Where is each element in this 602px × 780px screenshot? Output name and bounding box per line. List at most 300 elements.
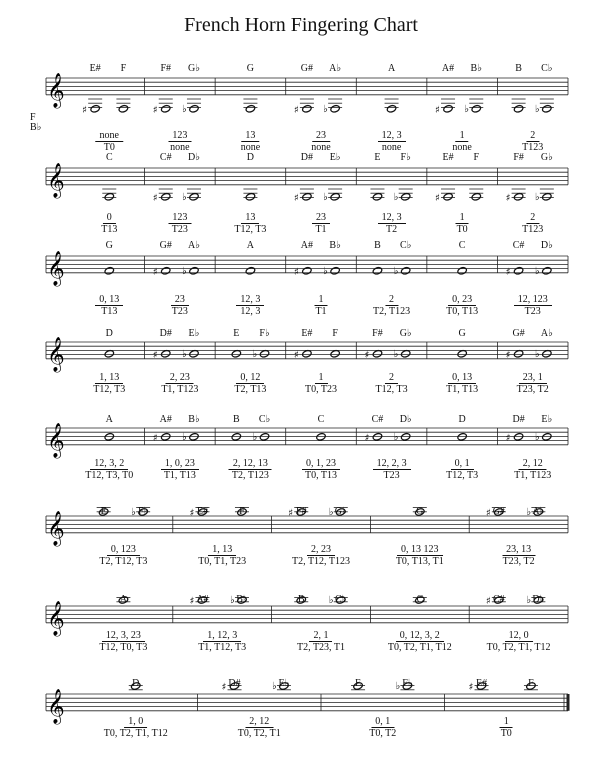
bb-horn-label: B♭ — [30, 122, 42, 133]
bb-horn-fingering: T0, T2, T1, T12 — [387, 642, 452, 653]
f-horn-fingering: 2 — [526, 130, 539, 142]
fingering — [446, 372, 478, 395]
f-horn-fingering: 23 — [312, 130, 330, 142]
whole-note — [189, 104, 200, 113]
fingering — [373, 458, 411, 481]
note-name: E# — [89, 63, 101, 74]
flat-icon: ♭ — [526, 507, 532, 518]
whole-note — [189, 192, 200, 201]
fingering — [315, 294, 328, 317]
bb-horn-fingering: T12, T3 — [375, 384, 408, 395]
fingering — [311, 130, 330, 153]
bb-horn-fingering: T2, T12, T3 — [99, 556, 148, 567]
bb-horn-fingering: T123 — [522, 224, 544, 235]
treble-clef-icon: 𝄞 — [47, 600, 65, 636]
bb-horn-fingering: T2 — [386, 224, 398, 235]
flat-icon: ♭ — [393, 431, 399, 443]
staff-row — [46, 251, 568, 287]
sharp-icon: ♯ — [152, 192, 158, 204]
bb-horn-fingering: none — [311, 142, 331, 153]
sharp-icon: ♯ — [293, 349, 299, 361]
note-name: G# — [492, 506, 505, 517]
f-horn-fingering: 0, 1 — [371, 716, 394, 728]
f-horn-fingering: 12, 3 — [378, 130, 406, 142]
whole-note — [118, 104, 129, 113]
bb-horn-fingering: T1 — [315, 224, 327, 235]
note-name: C♭ — [258, 414, 271, 425]
note-name: D♭ — [532, 594, 545, 605]
note-name: F# — [372, 328, 383, 339]
sharp-icon: ♯ — [293, 192, 299, 204]
fingering — [104, 716, 168, 739]
flat-icon: ♭ — [534, 431, 540, 443]
whole-note — [245, 104, 256, 113]
whole-note — [90, 104, 101, 113]
f-horn-fingering: 0, 1 — [451, 458, 474, 470]
note-name: C — [317, 414, 325, 425]
flat-icon: ♭ — [131, 507, 136, 518]
whole-note — [443, 104, 454, 113]
bb-horn-fingering: none — [240, 142, 261, 153]
bb-horn-fingering: T12, T3 — [93, 384, 126, 395]
note-name: G♭ — [540, 152, 553, 163]
bb-horn-fingering: T2, T123 — [373, 306, 411, 317]
f-horn-fingering: 0 — [103, 212, 116, 224]
f-horn-fingering: 12, 3, 23 — [102, 630, 145, 642]
fingering — [161, 458, 199, 481]
f-horn-fingering: 12, 2, 3 — [373, 458, 411, 470]
note-name: D — [458, 414, 466, 425]
whole-note — [245, 192, 256, 201]
f-horn-fingering: 123 — [168, 212, 191, 224]
bb-horn-fingering: T0, T23 — [304, 384, 338, 395]
f-horn-fingering: 0, 12, 3, 2 — [396, 630, 444, 642]
flat-icon: ♭ — [323, 265, 328, 277]
note-name: A — [119, 594, 128, 605]
fingering — [93, 372, 125, 395]
bb-horn-fingering: none — [170, 142, 190, 153]
f-horn-fingering: 1 — [314, 372, 327, 384]
note-name: A# — [441, 63, 455, 74]
fingering — [378, 212, 406, 235]
fingering — [229, 458, 272, 481]
note-name: E♭ — [278, 678, 290, 689]
f-horn-fingering: 2 — [385, 372, 398, 384]
note-name: E# — [196, 506, 208, 517]
sharp-icon: ♯ — [505, 432, 511, 444]
note-name: E# — [442, 152, 454, 163]
sharp-icon: ♯ — [189, 508, 195, 519]
sharp-icon: ♯ — [435, 192, 440, 204]
bb-horn-fingering: none — [452, 142, 472, 153]
note-name: E — [233, 328, 240, 339]
fingering — [99, 544, 147, 567]
f-horn-fingering: 0, 23 — [448, 294, 476, 306]
flat-icon: ♭ — [464, 103, 469, 115]
treble-clef-icon: 𝄞 — [47, 162, 65, 198]
fingering — [297, 630, 345, 653]
bb-horn-fingering: 12, 3 — [240, 306, 261, 317]
f-horn-fingering: 1 — [456, 130, 469, 142]
flat-icon: ♭ — [181, 265, 187, 277]
note-name: G — [458, 328, 466, 339]
flat-icon: ♭ — [271, 681, 277, 692]
note-name: F — [120, 63, 127, 74]
f-horn-fingering: 13 — [241, 212, 259, 224]
fingering — [396, 544, 444, 567]
note-name: B♭ — [188, 414, 200, 425]
flat-icon: ♭ — [252, 348, 258, 360]
fingering — [171, 294, 189, 317]
note-name: F — [239, 506, 245, 517]
sharp-icon: ♯ — [364, 432, 370, 444]
note-name: D# — [159, 328, 172, 339]
sharp-icon: ♯ — [221, 682, 227, 693]
flat-icon: ♭ — [395, 681, 401, 692]
note-name: F — [528, 678, 534, 689]
fingering — [234, 372, 266, 395]
note-name: C — [458, 240, 466, 251]
fingering — [369, 716, 396, 739]
whole-note — [457, 266, 468, 275]
fingering — [198, 544, 246, 567]
fingering — [487, 630, 551, 653]
whole-note — [302, 192, 313, 201]
bb-horn-fingering: T1, T13 — [163, 470, 196, 481]
note-name: A — [246, 240, 255, 251]
fingering — [101, 212, 117, 235]
note-name: C♭ — [399, 240, 412, 251]
note-name: G — [105, 240, 113, 251]
bb-horn-fingering: T23, T2 — [502, 556, 535, 567]
fingering — [388, 630, 452, 653]
note-name: C — [105, 152, 113, 163]
flat-icon: ♭ — [229, 595, 235, 606]
f-horn-fingering: 23, 1 — [519, 372, 547, 384]
f-horn-fingering: 1, 0 — [124, 716, 147, 728]
f-horn-fingering: 2 — [526, 212, 539, 224]
fingering — [514, 458, 551, 481]
f-horn-fingering: 2, 12 — [245, 716, 273, 728]
note-name: C# — [159, 152, 172, 163]
note-name: A# — [196, 594, 209, 605]
note-name: F♭ — [402, 678, 413, 689]
f-horn-fingering: 12, 0 — [505, 630, 533, 642]
note-name: F♭ — [259, 328, 270, 339]
note-name: D# — [512, 414, 525, 425]
sharp-icon: ♯ — [468, 682, 474, 693]
f-horn-fingering: 2 — [385, 294, 398, 306]
f-horn-fingering: 12, 3 — [236, 294, 264, 306]
bb-horn-fingering: T1, T123 — [161, 384, 199, 395]
whole-note — [330, 266, 341, 275]
treble-clef-icon: 𝄞 — [47, 72, 65, 108]
bb-horn-fingering: T12, T3 — [234, 224, 267, 235]
f-horn-fingering: 2, 12, 13 — [229, 458, 272, 470]
f-horn-fingering: 1, 12, 3 — [203, 630, 241, 642]
whole-note — [513, 266, 524, 275]
flat-icon: ♭ — [393, 191, 399, 203]
sharp-icon: ♯ — [505, 192, 511, 204]
note-name: B♭ — [329, 240, 341, 251]
fingering — [241, 130, 260, 153]
fingering — [376, 372, 408, 395]
bb-horn-fingering: T23 — [171, 306, 188, 317]
fingering — [305, 372, 337, 395]
whole-note — [471, 192, 482, 201]
treble-clef-icon: 𝄞 — [47, 422, 65, 458]
fingering — [99, 630, 147, 653]
sharp-icon: ♯ — [505, 349, 511, 361]
bb-horn-fingering: T13 — [101, 224, 118, 235]
whole-note — [513, 192, 524, 201]
note-name: E# — [301, 328, 313, 339]
note-name: E♭ — [329, 152, 341, 163]
f-horn-fingering: 1 — [500, 716, 513, 728]
f-horn-fingering: none — [96, 130, 123, 142]
f-horn-fingering: 1, 0, 23 — [161, 458, 199, 470]
note-name: E — [100, 506, 107, 517]
note-name: D — [246, 152, 255, 163]
staff-row — [46, 337, 568, 373]
note-name: A♭ — [540, 328, 553, 339]
fingering — [500, 716, 513, 739]
staff-row — [46, 73, 568, 116]
sharp-icon: ♯ — [293, 266, 299, 278]
whole-note — [471, 104, 482, 113]
treble-clef-icon: 𝄞 — [47, 688, 65, 724]
bb-horn-fingering: T2, T13 — [234, 384, 267, 395]
note-name: B♭ — [470, 63, 482, 74]
f-horn-fingering: 0, 13 — [448, 372, 476, 384]
flat-icon: ♭ — [181, 431, 187, 443]
flat-icon: ♭ — [181, 103, 187, 115]
note-name: C♭ — [335, 594, 347, 605]
sharp-icon: ♯ — [288, 508, 294, 519]
fingering — [95, 294, 123, 317]
fingering — [517, 372, 549, 395]
fingering — [238, 716, 281, 739]
note-name: F# — [513, 152, 524, 163]
note-name: A♭ — [187, 240, 200, 251]
fingering — [522, 212, 543, 235]
bb-horn-fingering: T13 — [101, 306, 118, 317]
note-name: C♭ — [541, 63, 553, 74]
f-horn-fingering: 13 — [241, 130, 259, 142]
fingering — [446, 458, 478, 481]
treble-clef-icon: 𝄞 — [47, 250, 65, 286]
note-name: G — [246, 63, 255, 74]
whole-note — [330, 192, 341, 201]
whole-note — [160, 192, 171, 201]
fingering — [292, 544, 350, 567]
f-horn-fingering: 0, 13 — [95, 294, 123, 306]
note-name: B♭ — [236, 594, 248, 605]
bb-horn-fingering: T23, T2 — [516, 384, 549, 395]
bb-horn-fingering: none — [381, 142, 402, 153]
note-name: F# — [160, 63, 172, 74]
note-name: G# — [159, 240, 172, 251]
bb-horn-fingering: T1, T13 — [446, 384, 479, 395]
sharp-icon: ♯ — [364, 349, 370, 361]
sharp-icon: ♯ — [189, 596, 195, 607]
fingering — [236, 294, 264, 317]
fingering — [452, 130, 471, 153]
treble-clef-icon: 𝄞 — [47, 510, 65, 546]
note-name: D# — [300, 152, 313, 163]
whole-note — [160, 104, 171, 113]
f-horn-fingering: 1, 13 — [95, 372, 123, 384]
bb-horn-fingering: T0, T13 — [304, 470, 338, 481]
bb-horn-fingering: T2, T123 — [231, 470, 269, 481]
staff-row — [46, 507, 568, 547]
note-name: F — [473, 152, 480, 163]
flat-icon: ♭ — [534, 191, 540, 203]
note-name: D — [105, 328, 113, 339]
bb-horn-fingering: T23 — [171, 224, 188, 235]
bb-horn-fingering: T1, T123 — [514, 470, 552, 481]
whole-note — [513, 104, 524, 113]
fingering — [161, 372, 198, 395]
fingering — [85, 458, 133, 481]
fingering — [446, 294, 478, 317]
f-horn-fingering: 1 — [456, 212, 469, 224]
note-name: C — [416, 594, 424, 605]
flat-icon: ♭ — [393, 265, 399, 277]
note-name: D♭ — [399, 414, 412, 425]
note-name: C# — [371, 414, 384, 425]
note-name: E — [354, 678, 362, 689]
flat-icon: ♭ — [534, 265, 540, 277]
bb-horn-fingering: T0, T13 — [446, 306, 479, 317]
note-name: C# — [512, 240, 525, 251]
whole-note — [400, 192, 411, 201]
f-horn-fingering: 123 — [168, 130, 191, 142]
whole-note — [189, 266, 200, 275]
note-name: A — [105, 414, 113, 425]
whole-note — [160, 266, 171, 275]
whole-note — [542, 266, 553, 275]
flat-icon: ♭ — [181, 348, 187, 360]
whole-note — [245, 266, 256, 275]
f-horn-fingering: 0, 12 — [236, 372, 264, 384]
sharp-icon: ♯ — [82, 104, 88, 116]
note-name: G# — [300, 63, 313, 74]
note-name: A — [387, 63, 396, 74]
f-horn-fingering: 23, 13 — [502, 544, 535, 556]
whole-note — [386, 104, 397, 113]
note-name: G♭ — [399, 328, 412, 339]
sharp-icon: ♯ — [435, 104, 440, 116]
fingering — [168, 130, 191, 153]
whole-note — [443, 192, 454, 201]
note-name: A♭ — [329, 63, 342, 74]
flat-icon: ♭ — [323, 191, 328, 203]
flat-icon: ♭ — [328, 507, 334, 518]
note-name: G — [416, 506, 424, 517]
fingering — [96, 130, 123, 153]
sharp-icon: ♯ — [293, 104, 299, 116]
flat-icon: ♭ — [534, 348, 540, 360]
flat-icon: ♭ — [328, 595, 334, 606]
fingering — [234, 212, 266, 235]
note-name: E♭ — [541, 414, 553, 425]
bb-horn-fingering: T2, T12, T123 — [292, 556, 350, 567]
flat-icon: ♭ — [534, 103, 540, 115]
note-name: G♭ — [334, 506, 347, 517]
sharp-icon: ♯ — [152, 104, 158, 116]
whole-note — [302, 104, 313, 113]
treble-clef-icon: 𝄞 — [47, 336, 65, 372]
f-horn-fingering: 12, 3, 2 — [90, 458, 128, 470]
bb-horn-fingering: T0 — [500, 728, 512, 739]
whole-note — [542, 192, 553, 201]
sharp-icon: ♯ — [152, 432, 158, 444]
bb-horn-fingering: T0, T1, T23 — [198, 556, 247, 567]
sharp-icon: ♯ — [152, 349, 158, 361]
bb-horn-fingering: T23 — [524, 306, 541, 317]
note-name: D♭ — [540, 240, 553, 251]
staff-row — [46, 163, 568, 204]
f-horn-fingering: 0, 123 — [107, 544, 140, 556]
f-horn-fingering: 0, 1, 23 — [302, 458, 340, 470]
f-horn-fingering: 2, 1 — [310, 630, 333, 642]
fingering — [198, 630, 246, 653]
f-horn-label: F — [30, 112, 36, 123]
bb-horn-fingering: T2, T23, T1 — [297, 642, 345, 653]
fingering — [456, 212, 469, 235]
sharp-icon: ♯ — [485, 596, 491, 607]
whole-note — [104, 192, 115, 201]
f-horn-fingering: 0, 13 123 — [397, 544, 443, 556]
fingering — [514, 294, 552, 317]
fingering — [312, 212, 330, 235]
note-name: C# — [492, 594, 505, 605]
note-name: B — [515, 63, 522, 74]
fingering — [168, 212, 191, 235]
f-horn-fingering: 23 — [312, 212, 330, 224]
whole-note — [372, 266, 383, 275]
bb-horn-fingering: T123 — [522, 142, 544, 153]
note-name: F♭ — [138, 506, 149, 517]
fingering — [502, 544, 535, 567]
bb-horn-fingering: T0, T2, T1, T12 — [486, 642, 551, 653]
fingering — [378, 130, 406, 153]
note-name: A♭ — [532, 506, 545, 517]
bb-horn-fingering: T0 — [103, 142, 115, 153]
f-horn-fingering: 2, 12 — [519, 458, 547, 470]
note-name: F — [332, 328, 338, 339]
note-name: D♭ — [187, 152, 200, 163]
note-name: G# — [512, 328, 525, 339]
bb-horn-fingering: T1 — [315, 306, 327, 317]
f-horn-fingering: 2, 23 — [166, 372, 194, 384]
note-name: D# — [228, 678, 241, 689]
whole-note — [542, 104, 553, 113]
f-horn-fingering: 1, 13 — [208, 544, 236, 556]
page-title: French Horn Fingering Chart — [184, 14, 418, 36]
bb-horn-fingering: T12, T3, T0 — [85, 470, 134, 481]
bb-horn-fingering: T0 — [456, 224, 468, 235]
fingering — [373, 294, 410, 317]
note-name: E# — [475, 678, 488, 689]
flat-icon: ♭ — [393, 348, 399, 360]
note-name: F# — [295, 506, 307, 517]
flat-icon: ♭ — [181, 191, 187, 203]
whole-note — [400, 266, 411, 275]
whole-note — [302, 266, 313, 275]
note-name: A# — [300, 240, 313, 251]
